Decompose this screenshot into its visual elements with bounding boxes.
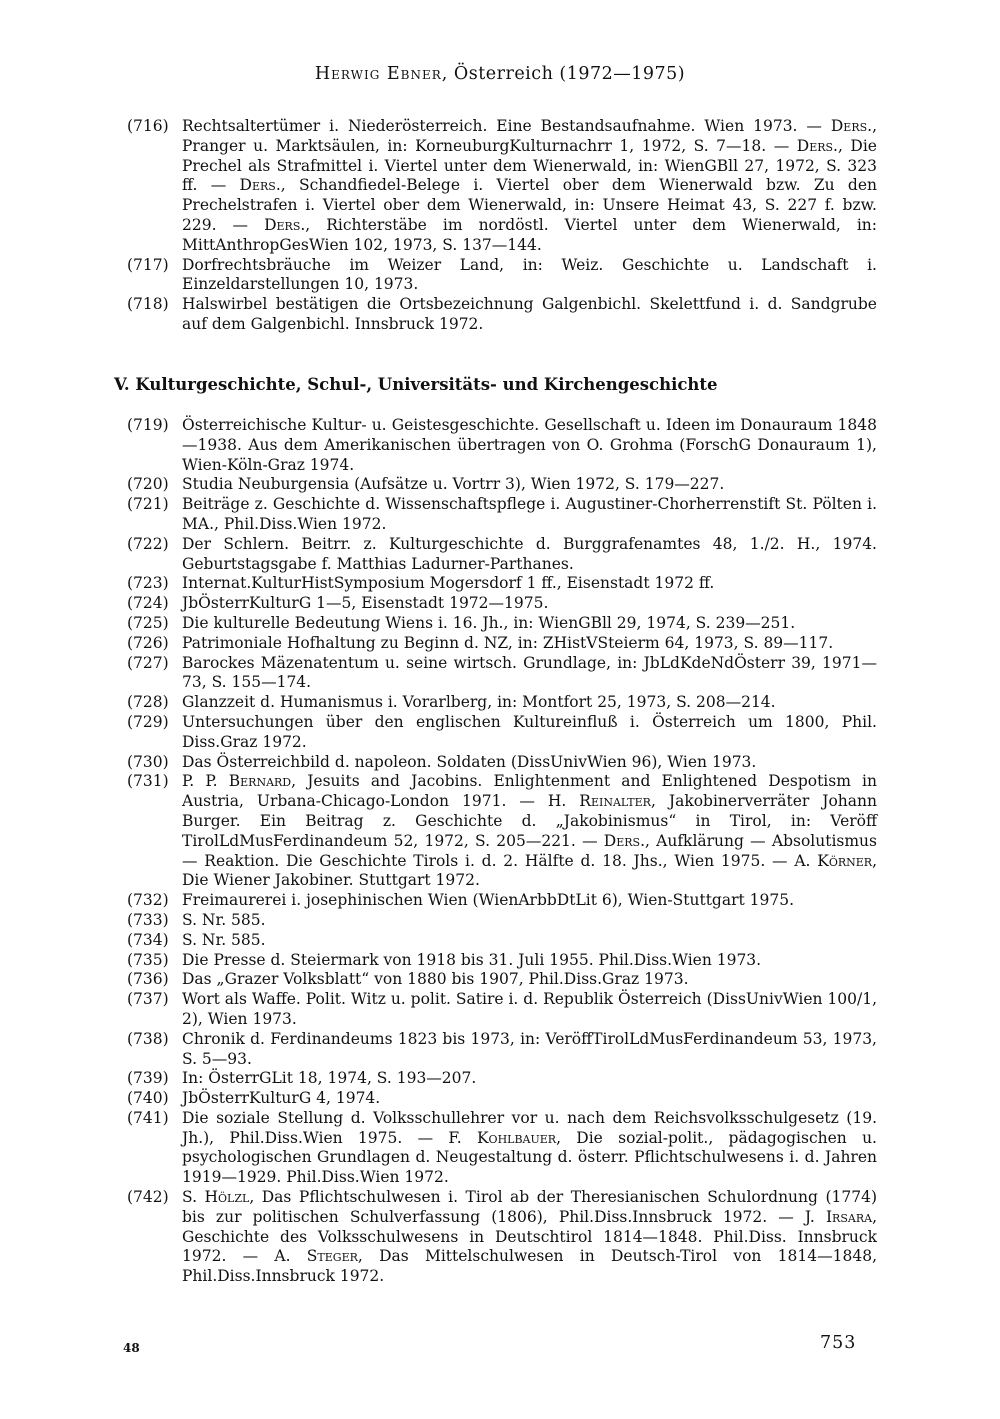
entry-text-part: Barockes Mäzenatentum u. seine wirtsch. Grundlage, in: JbLdKdeNdÖsterr 39, 1971—73, S. 155—174.	[182, 653, 877, 692]
author-name: Hölzl	[204, 1188, 250, 1207]
entry-text-part: , Richterstäbe im nordöstl. Viertel unter dem Wienerwald, in: MittAnthropGesWien 102, 1973, S. 137—144.	[182, 215, 877, 254]
entry-text-part: , Das Mittelschulwesen in Deutsch-Tirol von 1814—1848, Phil.Diss.Innsbruck 1972.	[182, 1247, 877, 1286]
entry-number: (728)	[127, 693, 169, 712]
entry-text-part: Internat.KulturHistSymposium Mogersdorf 1 ff., Eisenstadt 1972 ff.	[182, 574, 715, 593]
entry-text-part: Studia Neuburgensia (Aufsätze u. Vortrr 3), Wien 1972, S. 179—227.	[182, 475, 725, 494]
entry-text-part: , Die sozial-polit., pädagogischen u. psychologischen Grundlagen d. Neugestaltung d. österr. Pflichtschulwesens i. d. Jahren 1919—1929. Phil.Diss.Wien 1972.	[182, 1128, 877, 1187]
bibliography-entry	[127, 614, 877, 634]
entry-number: (741)	[127, 1108, 169, 1127]
entry-number: (740)	[127, 1089, 169, 1108]
bibliography-entry	[127, 951, 877, 971]
entry-text	[182, 1109, 877, 1188]
entry-text-part: , Die Prechel als Strafmittel i. Viertel unter dem Wienerwald, in: WienGBll 27, 1972, S. 323 ff. —	[182, 136, 877, 195]
entry-text-part: Halswirbel bestätigen die Ortsbezeichnung Galgenbichl. Skelettfund i. d. Sandgrube auf dem Galgenbichl. Innsbruck 1972.	[182, 295, 877, 333]
entry-number: (739)	[127, 1069, 169, 1088]
entry-text-part: Rechtsaltertümer i. Niederösterreich. Eine Bestandsaufnahme. Wien 1973. —	[182, 117, 831, 135]
entry-text-part: Beiträge z. Geschichte d. Wissenschaftspflege i. Augustiner-Chorherrenstift St. Pölten i. MA., Phil.Diss.Wien 1972.	[182, 495, 877, 533]
entry-number: (719)	[127, 416, 169, 434]
entry-number: (720)	[127, 475, 169, 494]
entry-text-part: , Schandfiedel-Belege i. Viertel ober dem Wienerwald bzw. Zu den Prechelstrafen i. Viertel ober dem Wienerwald, in: Unsere Heimat 43, S. 227 f. bzw. 229. —	[182, 176, 877, 234]
entry-text-part: Die kulturelle Bedeutung Wiens i. 16. Jh., in: WienGBll 29, 1974, S. 239—251.	[182, 613, 796, 632]
entry-text-part: Die soziale Stellung d. Volksschullehrer vor u. nach dem Reichsvolksschulgesetz (19. Jh.), Phil.Diss.Wien 1975. — F.	[182, 1108, 877, 1147]
bibliography-entry	[127, 256, 877, 296]
bibliography-entry	[127, 693, 877, 713]
entry-text-part: JbÖsterrKulturG 4, 1974.	[182, 1089, 381, 1108]
bibliography-entry	[127, 1188, 877, 1287]
entry-text-part: Glanzzeit d. Humanismus i. Vorarlberg, in: Montfort 25, 1973, S. 208—214.	[182, 693, 776, 712]
author-name: Körner	[817, 851, 873, 870]
author-name: Ders.	[830, 117, 873, 135]
bibliography-entry	[127, 416, 877, 475]
page-number: 753	[820, 1333, 857, 1353]
entry-text	[182, 117, 877, 256]
bibliography-list-top	[127, 117, 877, 335]
author-name: Steger	[306, 1247, 358, 1266]
entry-text	[182, 475, 877, 495]
entry-text-part: , Jesuits and Jacobins. Enlightenment and Enlightened Despotism in Austria, Urbana-Chicago-London 1971. — H.	[182, 772, 877, 811]
entry-text	[182, 693, 877, 713]
author-name: Bernard	[228, 772, 292, 791]
bibliography-entry	[127, 574, 877, 594]
author-name: Kohlbauer	[476, 1128, 557, 1147]
entry-text-part: S. Nr. 585.	[182, 910, 266, 929]
entry-text-part: S.	[182, 1188, 205, 1207]
entry-number: (735)	[127, 950, 169, 969]
entry-text-part: , Geschichte des Volksschulwesens in Deutschtirol 1814—1848. Phil.Diss. Innsbruck 1972. — A.	[182, 1207, 877, 1266]
bibliography-entry	[127, 535, 877, 575]
bibliography-entry	[127, 911, 877, 931]
entry-text-part: Das Österreichbild d. napoleon. Soldaten (DissUnivWien 96), Wien 1973.	[182, 752, 757, 771]
entry-text	[182, 951, 877, 971]
entry-text	[182, 1089, 877, 1109]
entry-text	[182, 931, 877, 951]
entry-number: (733)	[127, 910, 169, 929]
entry-number: (726)	[127, 633, 169, 652]
entry-text-part: Der Schlern. Beitrr. z. Kulturgeschichte d. Burggrafenamtes 48, 1./2. H., 1974. Geburtstagsgabe f. Matthias Ladurner-Parthanes.	[182, 534, 877, 573]
entry-number: (732)	[127, 891, 169, 910]
author-name: Irsara	[825, 1207, 873, 1226]
bibliography-entry	[127, 1069, 877, 1089]
entry-number: (722)	[127, 534, 169, 553]
bibliography-entry	[127, 594, 877, 614]
entry-text	[182, 416, 877, 475]
entry-text-part: Untersuchungen über den englischen Kultureinfluß i. Österreich um 1800, Phil. Diss.Graz 1972.	[182, 712, 877, 751]
entry-number: (725)	[127, 613, 169, 632]
entry-text	[182, 495, 877, 535]
entry-text-part: Das „Grazer Volksblatt“ von 1880 bis 1907, Phil.Diss.Graz 1973.	[182, 970, 689, 989]
header-title: , Österreich (1972—1975)	[441, 64, 686, 84]
bibliography-entry	[127, 931, 877, 951]
entry-text	[182, 990, 877, 1030]
signature-mark: 48	[123, 1341, 140, 1355]
section-heading: V. Kulturgeschichte, Schul-, Universitäts- und Kirchengeschichte	[114, 375, 718, 394]
entry-text-part: , Die Wiener Jakobiner. Stuttgart 1972.	[182, 851, 877, 890]
bibliography-entry	[127, 713, 877, 753]
entry-number: (721)	[127, 495, 169, 514]
entry-number: (718)	[127, 295, 169, 314]
entry-number: (731)	[127, 772, 169, 791]
bibliography-entry	[127, 654, 877, 694]
entry-text-part: , Aufklärung — Absolutismus — Reaktion. Die Geschichte Tirols i. d. 2. Hälfte d. 18. Jhs., Wien 1975. — A.	[182, 831, 877, 870]
entry-text	[182, 654, 877, 694]
entry-text-part: S. Nr. 585.	[182, 930, 266, 949]
entry-text	[182, 911, 877, 931]
entry-text-part: Patrimoniale Hofhaltung zu Beginn d. NZ, in: ZHistVSteierm 64, 1973, S. 89—117.	[182, 633, 834, 652]
entry-text	[182, 772, 877, 891]
entry-text-part: Freimaurerei i. josephinischen Wien (WienArbbDtLit 6), Wien-Stuttgart 1975.	[182, 891, 795, 910]
entry-number: (730)	[127, 752, 169, 771]
bibliography-entry	[127, 970, 877, 990]
entry-text-part: Die Presse d. Steiermark von 1918 bis 31. Juli 1955. Phil.Diss.Wien 1973.	[182, 950, 762, 969]
bibliography-entry	[127, 634, 877, 654]
entry-text	[182, 574, 877, 594]
entry-text	[182, 713, 877, 753]
running-header	[0, 64, 1000, 84]
entry-number: (737)	[127, 990, 169, 1009]
bibliography-entry	[127, 891, 877, 911]
bibliography-entry	[127, 1089, 877, 1109]
entry-text	[182, 1030, 877, 1070]
entry-text-part: , Pranger u. Marktsäulen, in: KorneuburgKulturnachrr 1, 1972, S. 7—18. —	[182, 117, 877, 155]
entry-number: (734)	[127, 930, 169, 949]
entry-text	[182, 614, 877, 634]
entry-text	[182, 1069, 877, 1089]
entry-text-part: Chronik d. Ferdinandeums 1823 bis 1973, in: VeröffTirolLdMusFerdinandeum 53, 1973, S. 5—93.	[182, 1029, 877, 1068]
author-name: Ders.	[239, 176, 281, 195]
author-name: Ders.	[796, 136, 838, 155]
entry-number: (724)	[127, 594, 169, 613]
entry-text	[182, 594, 877, 614]
bibliography-entry	[127, 1030, 877, 1070]
author-name: Reinalter	[579, 792, 651, 811]
entry-text-part: JbÖsterrKulturG 1—5, Eisenstadt 1972—1975.	[182, 594, 549, 613]
bibliography-list-bottom	[127, 416, 877, 1287]
entry-number: (729)	[127, 712, 169, 731]
entry-number: (717)	[127, 255, 169, 274]
entry-text	[182, 256, 877, 296]
entry-number: (742)	[127, 1188, 169, 1207]
entry-text-part: , Das Pflichtschulwesen i. Tirol ab der Theresianischen Schulordnung (1774) bis zur politischen Schulverfassung (1806), Phil.Diss.Innsbruck 1972. — J.	[182, 1188, 878, 1226]
entry-text	[182, 295, 877, 335]
header-author: Herwig Ebner	[314, 64, 442, 84]
entry-text	[182, 1188, 877, 1287]
entry-text-part: P. P.	[182, 772, 229, 791]
entry-text	[182, 535, 877, 575]
entry-text	[182, 753, 877, 773]
bibliography-entry	[127, 1109, 877, 1188]
entry-text-part: In: ÖsterrGLit 18, 1974, S. 193—207.	[182, 1069, 477, 1088]
bibliography-entry	[127, 990, 877, 1030]
entry-number: (727)	[127, 653, 169, 672]
entry-text	[182, 634, 877, 654]
entry-text-part: Österreichische Kultur- u. Geistesgeschichte. Gesellschaft u. Ideen im Donauraum 1848—1938. Aus dem Amerikanischen übertragen von O. Grohma (ForschG Donauraum 1), Wien-Köln-Graz 1974.	[182, 416, 877, 474]
author-name: Ders.	[264, 215, 306, 234]
entry-number: (738)	[127, 1029, 169, 1048]
bibliography-entry	[127, 295, 877, 335]
bibliography-entry	[127, 753, 877, 773]
entry-number: (716)	[127, 117, 169, 135]
bibliography-entry	[127, 495, 877, 535]
entry-text	[182, 970, 877, 990]
entry-number: (723)	[127, 574, 169, 593]
bibliography-entry	[127, 772, 877, 891]
entry-text-part: Dorfrechtsbräuche im Weizer Land, in: Weiz. Geschichte u. Landschaft i. Einzeldarstellungen 10, 1973.	[182, 255, 877, 294]
entry-text-part: , Jakobinerverräter Johann Burger. Ein Beitrag z. Geschichte d. „Jakobinismus“ in Tirol, in: Veröff TirolLdMusFerdinandeum 52, 1972, S. 205—221. —	[182, 792, 877, 850]
bibliography-entry	[127, 475, 877, 495]
entry-number: (736)	[127, 970, 169, 989]
bibliography-entry	[127, 117, 877, 256]
entry-text-part: Wort als Waffe. Polit. Witz u. polit. Satire i. d. Republik Österreich (DissUnivWien 100/1, 2), Wien 1973.	[182, 990, 877, 1028]
author-name: Ders.	[603, 831, 645, 850]
entry-text	[182, 891, 877, 911]
